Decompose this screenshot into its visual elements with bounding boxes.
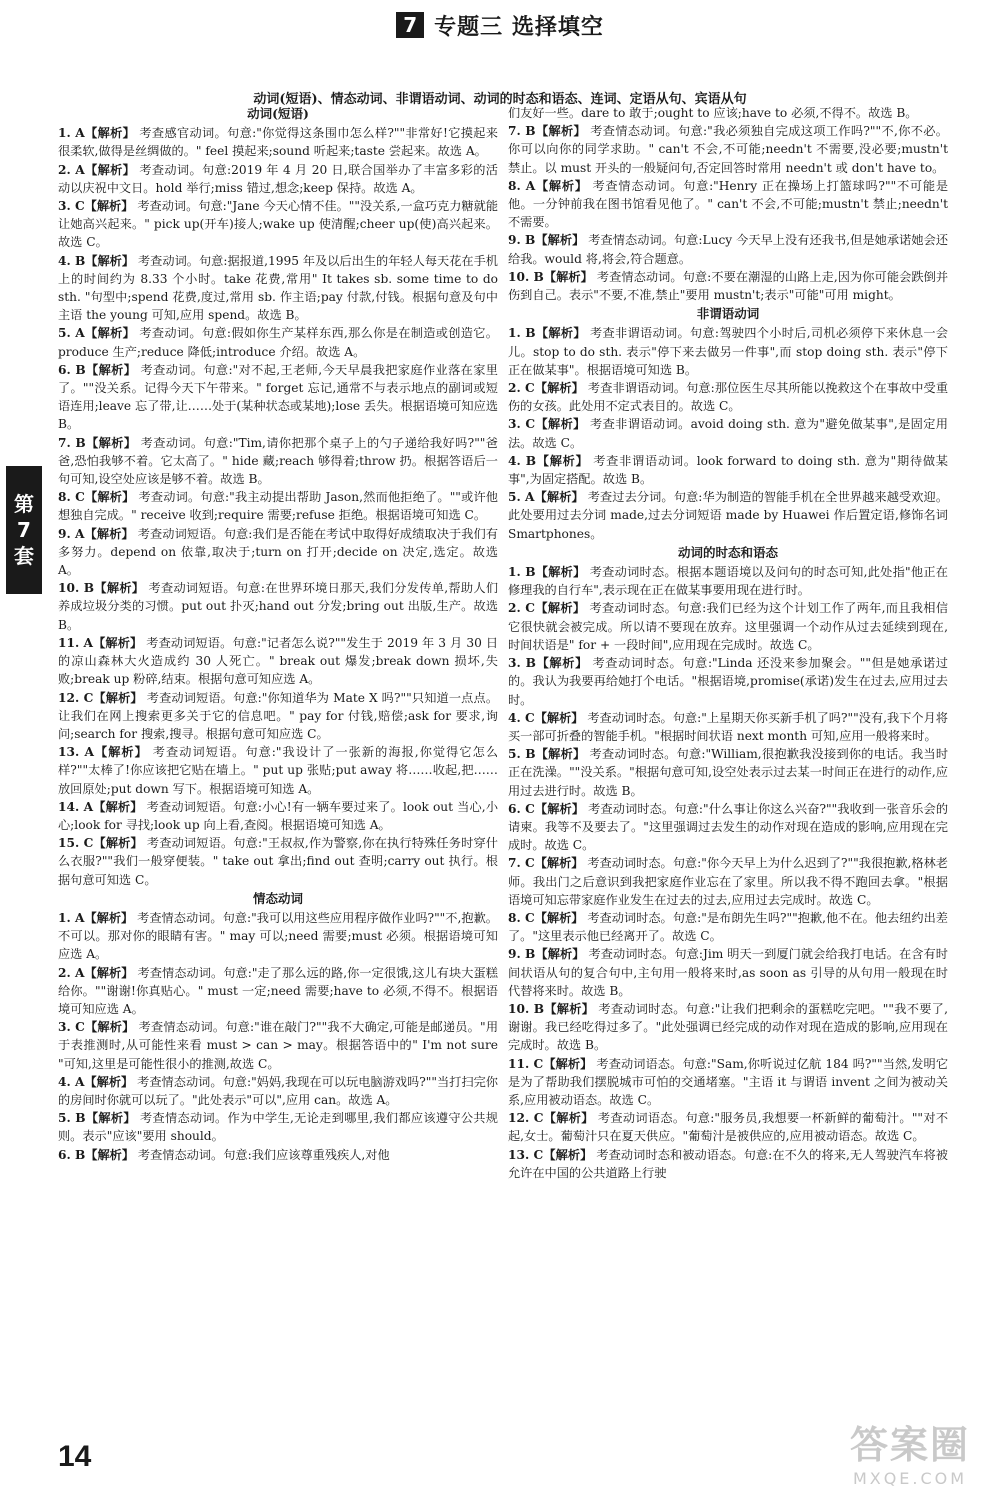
left-column: [58, 104, 498, 1164]
analysis-tag: 【解析】: [543, 1147, 593, 1162]
set-number-badge: 7: [396, 12, 424, 38]
analysis-tag: 【解析】: [535, 747, 586, 762]
answer-text: 考查动词短语。句意:在世界环境日那天,我们分发传单,帮助人们养成垃圾分类的习惯。put out 扑灭;hand out 分发;bring out 出版,生产。故选 B。: [58, 581, 499, 632]
answer-item: [58, 798, 498, 834]
answer-item: [508, 268, 948, 304]
answer-number: 8. C: [508, 910, 535, 925]
side-tab-line: 套: [14, 544, 34, 568]
answer-item: [508, 709, 948, 745]
answer-item: [58, 1018, 498, 1073]
answer-number: 12. C: [58, 690, 94, 705]
answer-number: 13. A: [58, 745, 94, 760]
answer-text: 考查动词短语。句意:"记者怎么说?""发生于 2019 年 3 月 30 日的凉山森林大火造成约 30 人死亡。" break out 爆发;break down 损坏,失败;break up 粉碎,结束。根据句意可知应选 A。: [58, 635, 499, 687]
answer-item: [508, 563, 948, 599]
answer-number: 2. A: [58, 162, 85, 177]
analysis-tag: 【解析】: [84, 910, 134, 925]
answer-item: [508, 488, 948, 543]
answer-number: 7. B: [58, 435, 86, 450]
analysis-tag: 【解析】: [84, 490, 135, 505]
analysis-tag: 【解析】: [535, 656, 588, 671]
answer-text: 考查情态动词。句意:"走了那么远的路,你一定很饿,这儿有块大蛋糕给你。""谢谢!你真贴心。" must 一定;need 需要;have to 必须,不得不。根据语境可知应选 A。: [58, 965, 498, 1016]
analysis-tag: 【解析】: [543, 1056, 593, 1071]
right-column: [508, 104, 948, 1182]
analysis-tag: 【解析】: [535, 947, 585, 962]
answer-item: [58, 909, 498, 964]
analysis-tag: 【解析】: [85, 253, 135, 268]
analysis-tag: 【解析】: [536, 453, 589, 468]
analysis-tag: 【解析】: [535, 124, 587, 139]
analysis-tag: 【解析】: [534, 910, 584, 925]
answer-item: [508, 231, 948, 267]
answer-item: [508, 415, 948, 451]
answer-text: 考查动词短语。句意:小心!有一辆车要过来了。look out 当心,小心;look for 寻找;look up 向上看,查阅。根据语境可知选 A。: [58, 799, 499, 832]
answer-number: 1. A: [58, 910, 85, 925]
answer-number: 7. C: [508, 856, 535, 871]
side-tab-line: 7: [17, 518, 31, 542]
analysis-tag: 【解析】: [534, 856, 584, 871]
analysis-tag: 【解析】: [93, 799, 143, 814]
answer-text: 考查情态动词。句意:"Henry 正在操场上打篮球吗?""不可能是他。一分钟前我在图书馆看见他了。" can't 不会,不可能;mustn't 禁止;needn't 不需要。: [508, 178, 949, 230]
analysis-tag: 【解析】: [535, 326, 586, 341]
page-title: 专题三 选择填空: [434, 14, 604, 40]
answer-item: [508, 800, 948, 855]
answer-item: [58, 1146, 498, 1164]
page-header: [0, 8, 1000, 42]
answer-number: 15. C: [58, 836, 94, 851]
answer-item: [58, 834, 498, 889]
analysis-tag: 【解析】: [85, 1147, 135, 1162]
answer-text: 考查动词。句意:"我主动提出帮助 Jason,然而他拒绝了。""或许他想独自完成。" receive 收到;require 需要;refuse 拒绝。根据语境可知选 C。: [58, 490, 498, 523]
answer-item: [508, 104, 948, 122]
analysis-tag: 【解析】: [85, 1111, 136, 1126]
analysis-tag: 【解析】: [93, 635, 143, 650]
analysis-tag: 【解析】: [535, 601, 586, 616]
answer-item: [58, 361, 498, 434]
answer-item: [508, 1000, 948, 1055]
answer-text: 考查动词。句意:"Tim,请你把那个桌子上的勺子递给我好吗?""爸爸,恐怕我够不着。它太高了。" hide 藏;reach 够得着;throw 扔。根据答语后一句可知,设空处应该是够不着。故选 B。: [58, 435, 498, 487]
answer-text: 考查动词时态。句意:"让我们把剩余的蛋糕吃完吧。""我不要了,谢谢。我已经吃得过多了。"此处强调已经完成的动作对现在造成的影响,应用现在完成时。故选 B。: [508, 1001, 949, 1053]
answer-number: 9. B: [508, 233, 536, 248]
answer-number: 4. B: [58, 253, 86, 268]
watermark-logo: 答案圈: [849, 1423, 970, 1467]
answer-number: 6. C: [508, 801, 535, 816]
answer-number: 5. B: [508, 747, 536, 762]
watermark-url: MXQE.COM: [852, 1469, 968, 1488]
side-tab: [6, 466, 42, 594]
analysis-tag: 【解析】: [93, 836, 143, 851]
answer-item: [58, 964, 498, 1019]
answer-text: 考查动词。句意:2019 年 4 月 20 日,联合国举办了丰富多彩的活动以庆祝中文日。hold 举行;miss 错过,想念;keep 保持。故选 A。: [58, 162, 498, 195]
analysis-tag: 【解析】: [84, 1020, 135, 1035]
answer-text: 考查感官动词。句意:"你觉得这条围巾怎么样?""非常好!它摸起来很柔软,做得是丝绸做的。" feel 摸起来;sound 听起来;taste 尝起来。故选 A。: [58, 126, 498, 159]
answer-text: 考查动词短语。句意:"你知道华为 Mate X 吗?""只知道一点点。让我们在网上搜索更多关于它的信息吧。" pay for 付钱,赔偿;ask for 要求,询问;search for 搜索,搜寻。根据句意可知应选 C。: [58, 690, 499, 741]
answer-text: 考查动词时态。句意:"上星期天你买新手机了吗?""没有,我下个月将买一部可折叠的智能手机。"根据时间状语 next month 可知,应用一般将来时。: [508, 710, 948, 743]
answer-number: 2. C: [508, 601, 535, 616]
answer-item: [508, 122, 948, 177]
answer-number: 10. B: [58, 581, 95, 596]
answer-item: [508, 945, 948, 1000]
answer-number: 3. B: [508, 656, 536, 671]
answer-number: 10. B: [508, 1001, 545, 1016]
answer-text: 考查动词语态。句意:"服务员,我想要一杯新鲜的葡萄汁。""对不起,女士。葡萄汁只在夏天供应。"葡萄汁是被供应的,应用被动语态。故选 C。: [508, 1111, 949, 1144]
analysis-tag: 【解析】: [535, 417, 586, 432]
answer-item: [58, 525, 498, 580]
answer-text: 考查动词。句意:"Jane 今天心情不佳。""没关系,一盒巧克力糖就能让她高兴起来。" pick up(开车)接人;wake up 使清醒;cheer up(使)高兴起来。故选 C。: [58, 199, 499, 250]
answer-item: [58, 197, 498, 252]
answer-number: 9. A: [58, 526, 85, 541]
analysis-tag: 【解析】: [94, 581, 145, 596]
answer-number: 4. B: [508, 453, 537, 468]
analysis-tag: 【解析】: [85, 435, 137, 450]
answer-item: [58, 579, 498, 634]
answer-text: 考查情态动词。句意:"我必须独自完成这项工作吗?""不,你不必。你可以向你的同学求助。" can't 不会,不可能;needn't 不需要,没必要;mustn't 禁止。以 must 开头的一般疑问句,否定回答时常用 needn't 或 don't have to。: [508, 124, 948, 175]
analysis-tag: 【解析】: [534, 710, 584, 725]
answer-text: 考查非谓语动词。avoid doing sth. 意为"避免做某事",是固定用法。故选 C。: [508, 417, 948, 450]
section-heading: 情态动词: [252, 890, 303, 906]
answer-text: 考查动词短语。句意:我们是否能在考试中取得好成绩取决于我们有多努力。depend on 依靠,取决于;turn on 打开;decide on 决定,选定。故选 A。: [58, 526, 499, 578]
answer-number: 2. C: [508, 381, 535, 396]
answer-item: [58, 252, 498, 325]
answer-text: 考查动词时态。句意:"什么事让你这么兴奋?""我收到一张音乐会的请柬。我等不及要去了。"这里强调过去发生的动作对现在造成的影响,应用现在完成时。故选 C。: [508, 801, 949, 853]
answer-number: 3. C: [58, 199, 85, 214]
answer-number: 9. B: [508, 947, 536, 962]
answer-item: [58, 743, 498, 798]
answer-number: 1. A: [58, 126, 85, 141]
answer-list: [508, 104, 948, 304]
answer-text: 考查过去分词。句意:华为制造的智能手机在全世界越来越受欢迎。此处要用过去分词 made,过去分词短语 made by Huawei 作后置定语,修饰名词 Smartphones。: [508, 490, 949, 541]
side-tab-line: 第: [14, 492, 34, 516]
answer-item: [508, 324, 948, 379]
answer-number: 6. B: [58, 1147, 86, 1162]
answer-number: 4. A: [58, 1074, 85, 1089]
answer-text: 考查动词时态。句意:"是布朗先生吗?""抱歉,他不在。他去纽约出差了。"这里表示他已经离开了。故选 C。: [508, 910, 948, 944]
analysis-tag: 【解析】: [544, 1001, 595, 1016]
topic-subtitle: 动词(短语)、情态动词、非谓语动词、动词的时态和语态、连词、定语从句、宾语从句: [253, 92, 747, 107]
analysis-tag: 【解析】: [84, 326, 136, 341]
answer-item: [58, 1109, 498, 1145]
analysis-tag: 【解析】: [535, 233, 585, 248]
answer-text: 考查动词。句意:假如你生产某样东西,那么你是在制造或创造它。produce 生产;reduce 降低;introduce 介绍。故选 A。: [58, 326, 498, 359]
answer-text: 考查动词时态。句意:"William,很抱歉我没接到你的电话。我当时正在洗澡。""没关系。"根据句意可知,设空处表示过去某一时间正在进行的动作,应用过去进行时。故选 B。: [508, 747, 949, 798]
answer-item: [508, 745, 948, 800]
answer-item: [508, 1109, 948, 1145]
answer-list: [508, 563, 948, 1182]
answer-item: [58, 689, 498, 744]
answer-text: 考查非谓语动词。句意:那位医生尽其所能以挽救这个在事故中受重伤的女孩。此处用不定式表目的。故选 C。: [508, 381, 949, 414]
analysis-tag: 【解析】: [535, 178, 588, 193]
analysis-tag: 【解析】: [93, 690, 143, 705]
answer-number: 5. A: [58, 326, 85, 341]
answer-number: 5. B: [58, 1111, 86, 1126]
answer-text: 考查动词时态。句意:"你今天早上为什么迟到了?""我很抱歉,格林老师。我出门之后意识到我把家庭作业忘在了家里。所以我不得不跑回去拿。"根据语境可知忘带家庭作业发生在过去的过去,应用过去完成时。故选 C。: [508, 856, 948, 907]
answer-item: [508, 379, 948, 415]
analysis-tag: 【解析】: [84, 1074, 134, 1089]
answer-item: [58, 161, 498, 197]
section-heading: 非谓语动词: [696, 306, 760, 322]
answer-number: 1. B: [508, 326, 536, 341]
answer-number: 11. A: [58, 635, 94, 650]
answer-number: 5. A: [508, 490, 535, 505]
answer-text: 考查情态动词。句意:不要在潮湿的山路上走,因为你可能会跌倒并伤到自己。表示"不要,不准,禁止"要用 mustn't;表示"可能"可用 might。: [508, 269, 949, 303]
answer-text: 考查非谓语动词。look forward to doing sth. 意为"期待做某事",为固定搭配。故选 B。: [508, 453, 948, 487]
analysis-tag: 【解析】: [85, 362, 137, 377]
answer-text: 考查动词语态。句意:"Sam,你听说过亿航 184 吗?""当然,发明它是为了帮助我们摆脱城市可怕的交通堵塞。"主语 it 与谓语 invent 之间为被动关系,应用被动语态。故选 C。: [508, 1056, 949, 1107]
answer-text: 考查动词时态。根据本题语境以及问句的时态可知,此处指"他正在修理我的自行车",表示现在正在做某事要用现在进行时。: [508, 565, 948, 598]
answer-text: 考查情态动词。句意:我们应该尊重残疾人,对他: [134, 1147, 390, 1162]
answer-text: 考查动词时态。句意:"Linda 还没来参加聚会。""但是她承诺过的。我认为我要再给她打个电话。"根据语境,promise(承诺)发生在过去,应用过去时。: [508, 656, 948, 707]
answer-list: [58, 909, 498, 1164]
analysis-tag: 【解析】: [534, 381, 584, 396]
answer-list: [508, 324, 948, 542]
analysis-tag: 【解析】: [84, 526, 134, 541]
answer-text: 们友好一些。dare to 敢于;ought to 应该;have to 必须,不得不。故选 B。: [508, 106, 918, 120]
answer-item: [508, 452, 948, 488]
analysis-tag: 【解析】: [543, 1111, 594, 1126]
answer-number: 3. C: [58, 1020, 85, 1035]
answer-item: [508, 599, 948, 654]
answer-number: 2. A: [58, 965, 85, 980]
answer-text: 考查情态动词。句意:"我可以用这些应用程序做作业吗?""不,抱歉。不可以。那对你的眼睛有害。" may 可以;need 需要;must 必须。根据语境可知应选 A。: [58, 910, 498, 962]
page-number: 14: [58, 1440, 92, 1473]
answer-item: [58, 488, 498, 524]
answer-item: [508, 854, 948, 909]
analysis-tag: 【解析】: [534, 801, 585, 816]
answer-item: [58, 324, 498, 360]
answer-item: [58, 124, 498, 160]
answer-number: 13. C: [508, 1147, 544, 1162]
answer-item: [508, 1055, 948, 1110]
answer-item: [508, 654, 948, 709]
answer-item: [508, 177, 948, 232]
answer-number: 3. C: [508, 417, 536, 432]
answer-number: 4. C: [508, 710, 535, 725]
analysis-tag: 【解析】: [84, 199, 134, 214]
answer-text: 考查动词短语。句意:"我设计了一张新的海报,你觉得它怎么样?""太棒了!你应该把它贴在墙上。" put up 张贴;put away 将……收起,把……放回原处;put down 写下。根据语境可知选 A。: [58, 745, 499, 796]
answer-number: 6. B: [58, 362, 86, 377]
section-heading: 动词的时态和语态: [677, 544, 778, 560]
answer-number: 7. B: [508, 124, 536, 139]
answer-text: 考查动词时态。句意:Jim 明天一到厦门就会给我打电话。在含有时间状语从句的复合句中,主句用一般将来时,as soon as 引导的从句用一般现在时代替将来时。故选 B。: [508, 947, 948, 998]
analysis-tag: 【解析】: [84, 162, 136, 177]
analysis-tag: 【解析】: [93, 745, 148, 760]
answer-item: [508, 1146, 948, 1182]
analysis-tag: 【解析】: [84, 965, 134, 980]
answer-number: 11. C: [508, 1056, 544, 1071]
answer-number: 14. A: [58, 799, 94, 814]
answer-text: 考查动词时态和被动语态。句意:在不久的将来,无人驾驶汽车将被允许在中国的公共道路上行驶: [508, 1147, 948, 1180]
answer-text: 考查情态动词。作为中学生,无论走到哪里,我们都应该遵守公共规则。表示"应该"要用 should。: [58, 1111, 498, 1144]
answer-text: 考查动词时态。句意:我们已经为这个计划工作了两年,而且我相信它很快就会被完成。所以请不要现在放弃。这里强调一个动作从过去延续到现在,时间状语是" for + 一段时间",应用现在完成时。故选 C。: [508, 601, 949, 652]
answer-item: [58, 634, 498, 689]
answer-text: 考查情态动词。句意:"妈妈,我现在可以玩电脑游戏吗?""当打扫完你的房间时你就可以玩了。"此处表示"可以",应用 can。故选 A。: [58, 1074, 498, 1107]
answer-list: [58, 124, 498, 889]
answer-number: 8. C: [58, 490, 85, 505]
answer-text: 考查动词。句意:据报道,1995 年及以后出生的年轻人每天花在手机上的时间约为 8.33 个小时。take 花费,常用" It takes sb. some time to do sth. "句型中;spend 花费,度过,常用 sb. 作主语;pay 付款,付钱。根据句意及句中主语 the young 可知,应用 spend。故选 B。: [58, 253, 498, 323]
analysis-tag: 【解析】: [535, 565, 586, 580]
answer-text: 考查动词。句意:"对不起,王老师,今天早晨我把家庭作业落在家里了。""没关系。记得今天下午带来。" forget 忘记,通常不与表示地点的副词或短语连用;leave 忘了带,让……处于(某种状态或某地);lose 丢失。根据语境可知应选 B。: [58, 362, 498, 432]
answer-number: 10. B: [508, 269, 544, 284]
answer-number: 1. B: [508, 565, 536, 580]
answer-number: 12. C: [508, 1111, 544, 1126]
answer-text: 考查情态动词。句意:"谁在敲门?""我不大确定,可能是邮递员。"用于表推测时,从可能性来看 must > can > may。根据答语中的" I'm not sure "可知,这里是可能性很小的推测,故选 C。: [58, 1020, 499, 1071]
answer-text: 考查动词短语。句意:"王叔叔,作为警察,你在执行特殊任务时穿什么衣服?""我们一般穿便装。" take out 拿出;find out 查明;carry out 执行。根据句意可知选 C。: [58, 836, 498, 887]
analysis-tag: 【解析】: [534, 490, 584, 505]
answer-text: 考查非谓语动词。句意:驾驶四个小时后,司机必须停下来休息一会儿。stop to do sth. 表示"停下来去做另一件事",而 stop doing sth. 表示"停下正在做某事"。根据语境可知选 B。: [508, 326, 948, 377]
answer-item: [58, 1073, 498, 1109]
site-watermark: [840, 1414, 980, 1488]
answer-number: 8. A: [508, 178, 536, 193]
section-heading: 动词(短语): [247, 106, 309, 121]
analysis-tag: 【解析】: [543, 269, 593, 284]
answer-text: 考查情态动词。句意:Lucy 今天早上没有还我书,但是她承诺她会还给我。would 将,将会,符合题意。: [508, 233, 949, 266]
analysis-tag: 【解析】: [84, 126, 136, 141]
answer-item: [508, 909, 948, 945]
answer-item: [58, 434, 498, 489]
